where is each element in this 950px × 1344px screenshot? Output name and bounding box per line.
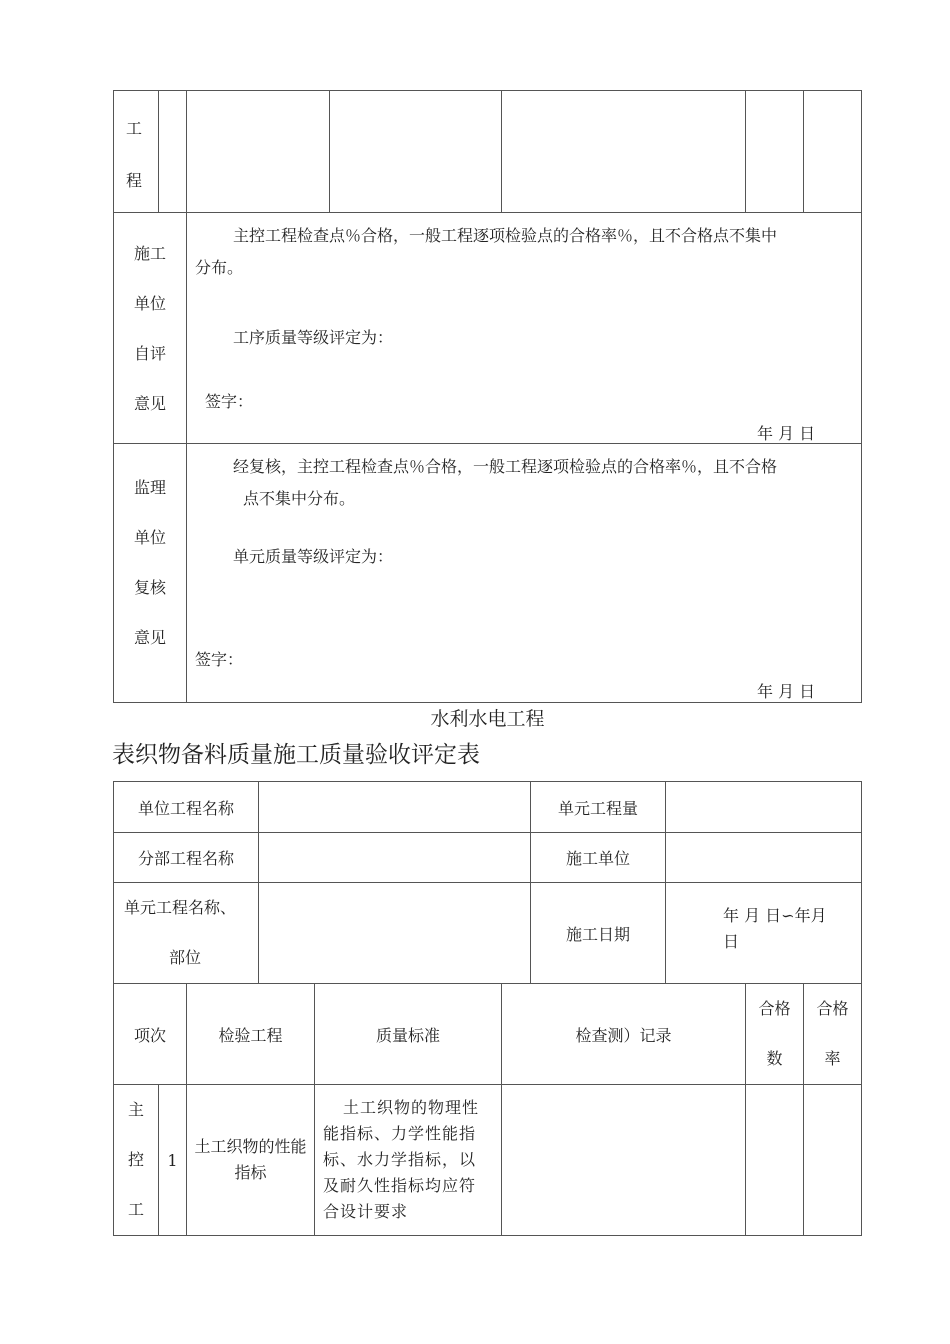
empty-cell xyxy=(330,91,502,213)
empty-cell xyxy=(159,91,187,213)
review-content xyxy=(187,444,862,703)
unit-name-value xyxy=(259,883,531,984)
unit-quantity-value xyxy=(666,782,862,833)
evaluation-table-top xyxy=(113,90,862,703)
row-number: 1 xyxy=(159,1085,187,1236)
review-sign: 签字： xyxy=(195,650,244,669)
header-pass-count: 合格 数 xyxy=(746,984,804,1085)
self-eval-text-line2: 分布。 xyxy=(195,258,244,277)
review-label: 监理 单位 复核 意见 xyxy=(114,444,187,703)
unit-quantity-label: 单元工程量 xyxy=(531,782,666,833)
row-label-project: 工 程 xyxy=(114,91,159,213)
unit-project-name-value xyxy=(259,782,531,833)
self-eval-date: 年 月 日 xyxy=(757,424,816,443)
info-table xyxy=(113,781,862,984)
construction-date-value: 年 月 日∽年月 日 xyxy=(666,883,862,984)
construction-unit-label: 施工单位 xyxy=(531,833,666,883)
unit-project-name-label: 单位工程名称 xyxy=(114,782,259,833)
sub-project-name-label: 分部工程名称 xyxy=(114,833,259,883)
construction-date-label: 施工日期 xyxy=(531,883,666,984)
review-text-line2: 点不集中分布。 xyxy=(243,489,356,508)
row-standard: 土工织物的物理性 能指标、力学性能指 标、水力学指标，以 及耐久性指标均应符 合设计要求 xyxy=(315,1085,502,1236)
review-date: 年 月 日 xyxy=(757,682,816,701)
row-pass-count xyxy=(746,1085,804,1236)
sub-project-name-value xyxy=(259,833,531,883)
empty-cell xyxy=(502,91,746,213)
empty-cell xyxy=(746,91,804,213)
construction-unit-value xyxy=(666,833,862,883)
unit-name-label: 单元工程名称、 部位 xyxy=(114,883,259,984)
self-eval-text-line1: 主控工程检查点％合格，一般工程逐项检验点的合格率％，且不合格点不集中 xyxy=(233,226,778,245)
document-subtitle: 水利水电工程 xyxy=(430,708,545,730)
empty-cell xyxy=(187,91,330,213)
header-inspect-item: 检验工程 xyxy=(187,984,315,1085)
header-item: 项次 xyxy=(114,984,187,1085)
review-text-line1: 经复核，主控工程检查点％合格，一般工程逐项检验点的合格率％，且不合格 xyxy=(233,457,778,476)
row-inspect-item: 土工织物的性能 指标 xyxy=(187,1085,315,1236)
header-pass-rate: 合格 率 xyxy=(804,984,862,1085)
document-title: 表织物备料质量施工质量验收评定表 xyxy=(112,742,480,768)
self-eval-label: 施工 单位 自评 意见 xyxy=(114,213,187,444)
row-pass-rate xyxy=(804,1085,862,1236)
self-eval-sign: 签字： xyxy=(205,392,254,411)
self-eval-grade: 工序质量等级评定为： xyxy=(233,328,394,347)
empty-cell xyxy=(804,91,862,213)
header-standard: 质量标准 xyxy=(315,984,502,1085)
review-grade: 单元质量等级评定为： xyxy=(233,547,394,566)
check-table xyxy=(113,983,862,1236)
header-record: 检查测）记录 xyxy=(502,984,746,1085)
self-eval-content xyxy=(187,213,862,444)
row-record xyxy=(502,1085,746,1236)
row-category-main-control: 主 控 工 xyxy=(114,1085,159,1236)
